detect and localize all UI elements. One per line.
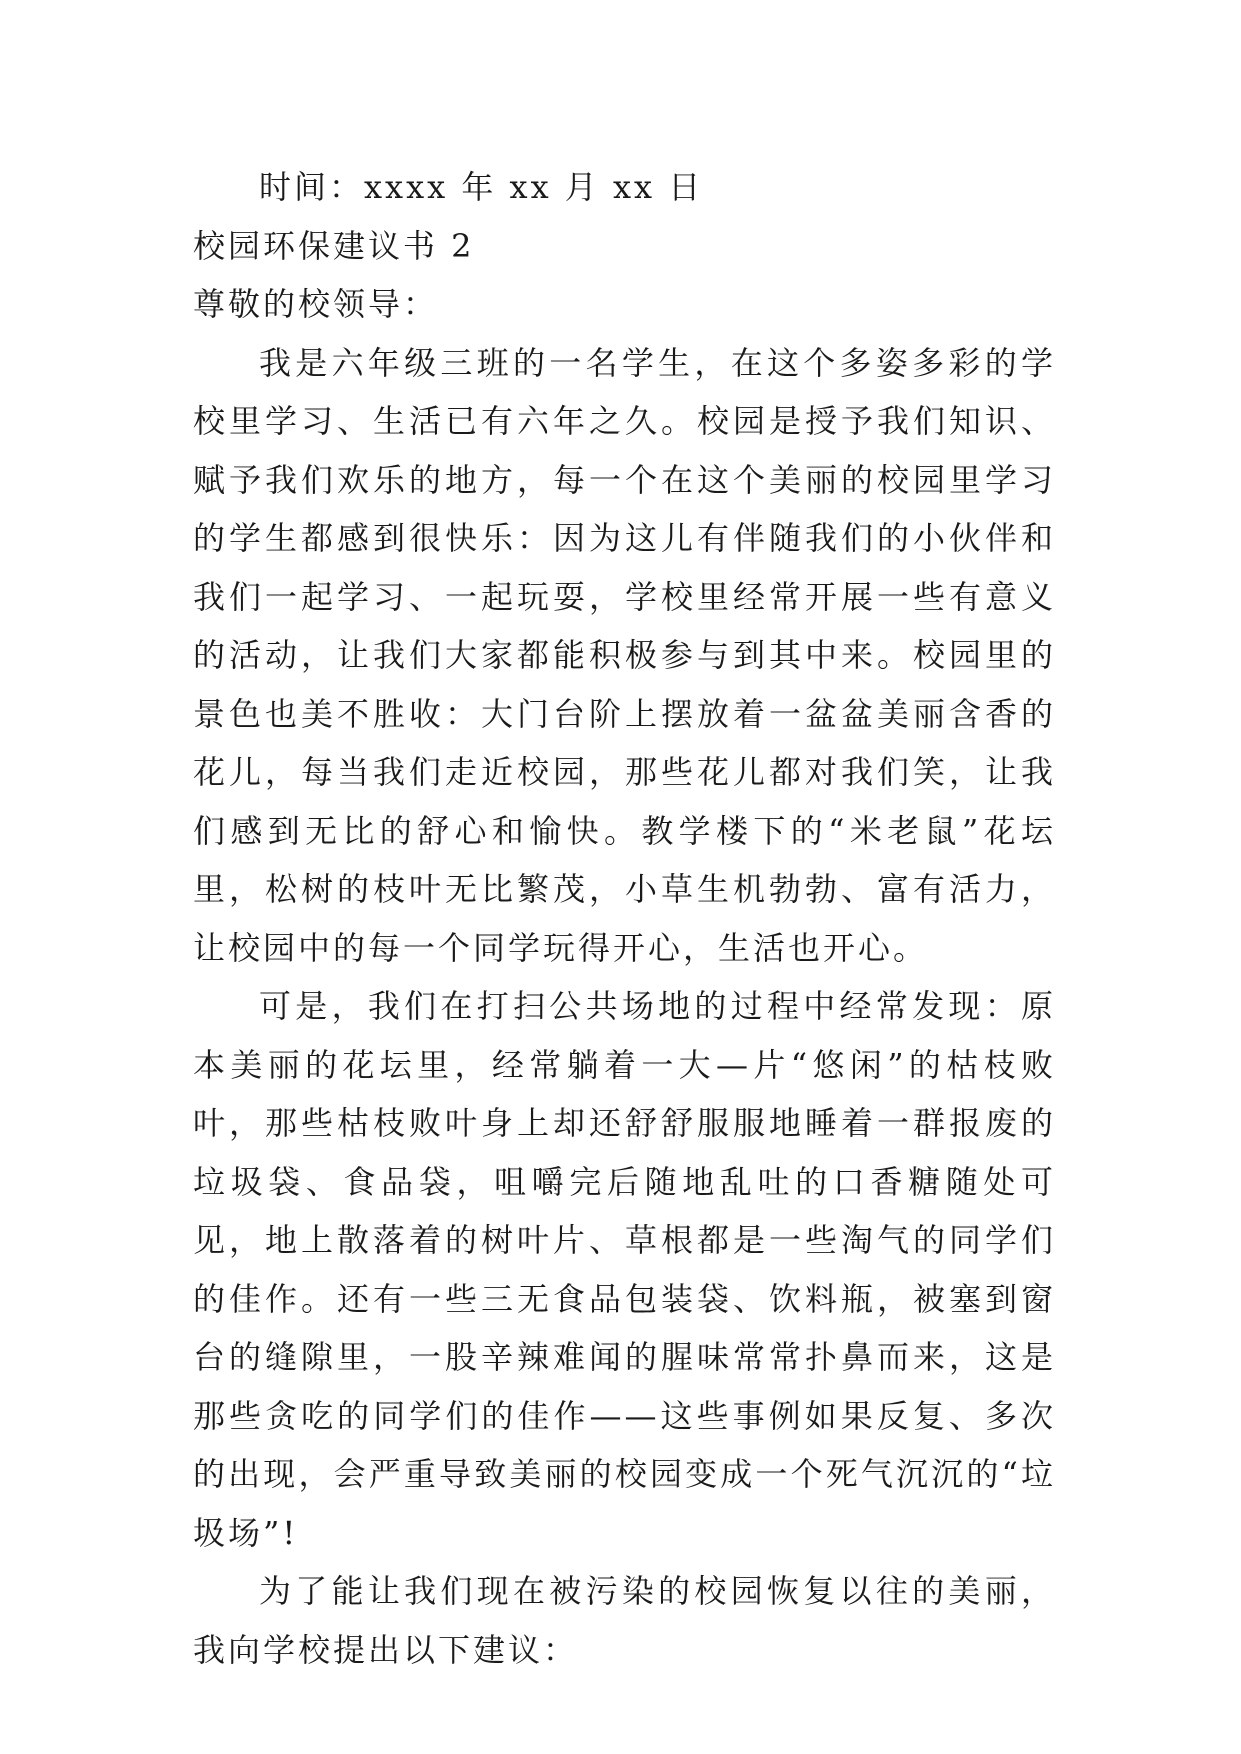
paragraph-intro: 我是六年级三班的一名学生，在这个多姿多彩的学校里学习、生活已有六年之久。校园是授予我们知识、赋予我们欢乐的地方，每一个在这个美丽的校园里学习的学生都感到很快乐：因为这儿有伴随我们的小伙伴和我们一起学习、一起玩耍，学校里经常开展一些有意义的活动，让我们大家都能积极参与到其中来。校园里的景色也美不胜收：大门台阶上摆放着一盆盆美丽含香的花儿，每当我们走近校园，那些花儿都对我们笑，让我们感到无比的舒心和愉快。教学楼下的“米老鼠”花坛里，松树的枝叶无比繁茂，小草生机勃勃、富有活力，让校园中的每一个同学玩得开心，生活也开心。 (193, 343, 1056, 967)
document-body (193, 158, 1056, 1679)
paragraph-proposal: 为了能让我们现在被污染的校园恢复以往的美丽，我向学校提出以下建议： (193, 1572, 1056, 1669)
paragraph-problem: 可是，我们在打扫公共场地的过程中经常发现：原本美丽的花坛里，经常躺着一大—片“悠闲”的枯枝败叶，那些枯枝败叶身上却还舒舒服服地睡着一群报废的垃圾袋、食品袋，咀嚼完后随地乱吐的口香糖随处可见，地上散落着的树叶片、草根都是一些淘气的同学们的佳作。还有一些三无食品包装袋、饮料瓶，被塞到窗台的缝隙里，一股辛辣难闻的腥味常常扑鼻而来，这是那些贪吃的同学们的佳作——这些事例如果反复、多次的出现，会严重导致美丽的校园变成一个死气沉沉的“垃圾场”! (193, 987, 1056, 1552)
date-line: 时间：xxxx 年 xx 月 xx 日 (259, 168, 704, 206)
salutation: 尊敬的校领导： (193, 285, 439, 323)
document-title: 校园环保建议书 2 (193, 226, 475, 265)
